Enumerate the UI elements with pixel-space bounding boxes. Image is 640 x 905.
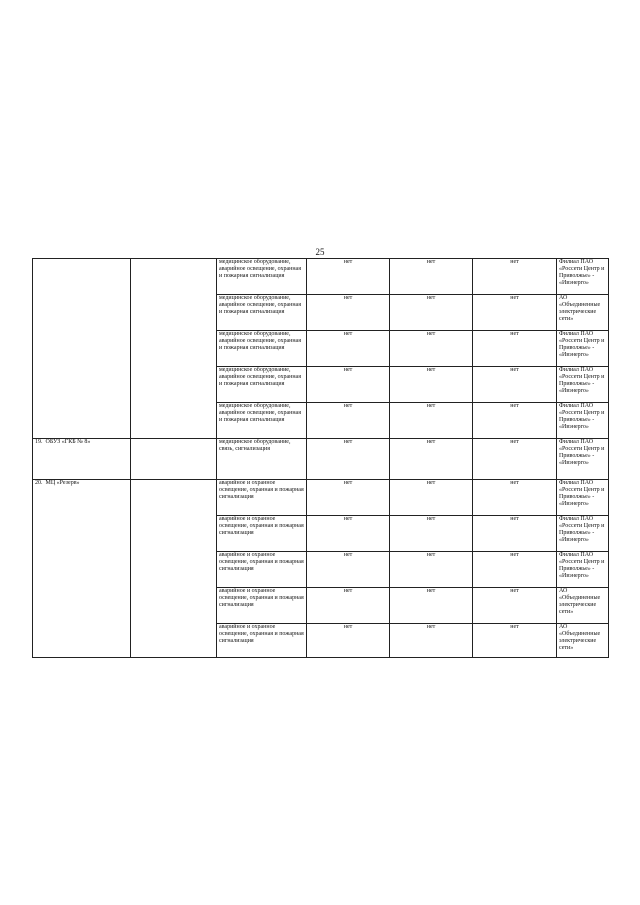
value-cell: нет — [390, 259, 473, 295]
value-cell: нет — [307, 480, 390, 516]
equipment-cell: медицинское оборудование, аварийное освещение, охранная и пожарная сигнализация — [217, 403, 307, 439]
supplier-cell: Филиал ПАО «Россети Центр и Приволжье» - «Ивэнерго» — [557, 439, 609, 480]
equipment-cell: медицинское оборудование, связь, сигнализация — [217, 439, 307, 480]
equipment-cell: аварийное и охранное освещение, охранная и пожарная сигнализация — [217, 516, 307, 552]
value-cell: нет — [307, 624, 390, 658]
value-cell: нет — [390, 295, 473, 331]
institution-name-cell — [131, 480, 217, 658]
value-cell: нет — [307, 439, 390, 480]
supplier-cell: Филиал ПАО «Россети Центр и Приволжье» - «Ивэнерго» — [557, 367, 609, 403]
document-table — [32, 258, 609, 658]
institution-name-cell — [131, 259, 217, 439]
row-number: 19. — [35, 439, 43, 445]
table-row — [33, 480, 609, 516]
row-number: 20. — [35, 480, 43, 486]
equipment-cell: медицинское оборудование, аварийное освещение, охранная и пожарная сигнализация — [217, 331, 307, 367]
row-number-cell — [33, 480, 131, 658]
value-cell: нет — [307, 588, 390, 624]
value-cell: нет — [473, 588, 557, 624]
supplier-cell: Филиал ПАО «Россети Центр и Приволжье» - «Ивэнерго» — [557, 480, 609, 516]
institution-name: МЦ «Резерв» — [45, 480, 80, 486]
value-cell: нет — [307, 259, 390, 295]
equipment-cell: аварийное и охранное освещение, охранная и пожарная сигнализация — [217, 624, 307, 658]
supplier-cell: Филиал ПАО «Россети Центр и Приволжье» - «Ивэнерго» — [557, 516, 609, 552]
value-cell: нет — [473, 439, 557, 480]
institution-name: ОБУЗ «ГКБ № 8» — [45, 439, 91, 445]
row-number-cell — [33, 439, 131, 480]
supplier-cell: АО «Объединенные электрические сети» — [557, 624, 609, 658]
value-cell: нет — [473, 367, 557, 403]
equipment-cell: медицинское оборудование, аварийное освещение, охранная и пожарная сигнализация — [217, 367, 307, 403]
table-row — [33, 259, 609, 295]
equipment-cell: медицинское оборудование, аварийное освещение, охранная и пожарная сигнализация — [217, 259, 307, 295]
equipment-cell: аварийное и охранное освещение, охранная и пожарная сигнализация — [217, 552, 307, 588]
supplier-cell: АО «Объединенные электрические сети» — [557, 295, 609, 331]
page-number: 25 — [315, 247, 325, 257]
value-cell: нет — [390, 331, 473, 367]
supplier-cell: Филиал ПАО «Россети Центр и Приволжье» - «Ивэнерго» — [557, 552, 609, 588]
value-cell: нет — [473, 331, 557, 367]
value-cell: нет — [390, 552, 473, 588]
supplier-cell: Филиал ПАО «Россети Центр и Приволжье» - «Ивэнерго» — [557, 403, 609, 439]
supplier-cell: Филиал ПАО «Россети Центр и Приволжье» - «Ивэнерго» — [557, 331, 609, 367]
value-cell: нет — [307, 552, 390, 588]
table-row — [33, 439, 609, 480]
value-cell: нет — [307, 331, 390, 367]
equipment-cell: медицинское оборудование, аварийное освещение, охранная и пожарная сигнализация — [217, 295, 307, 331]
value-cell: нет — [473, 295, 557, 331]
value-cell: нет — [307, 516, 390, 552]
value-cell: нет — [390, 588, 473, 624]
value-cell: нет — [473, 516, 557, 552]
value-cell: нет — [473, 403, 557, 439]
supplier-cell: АО «Объединенные электрические сети» — [557, 588, 609, 624]
value-cell: нет — [390, 624, 473, 658]
value-cell: нет — [390, 439, 473, 480]
value-cell: нет — [473, 259, 557, 295]
equipment-cell: аварийное и охранное освещение, охранная и пожарная сигнализация — [217, 588, 307, 624]
value-cell: нет — [390, 516, 473, 552]
value-cell: нет — [390, 480, 473, 516]
institution-name-cell — [131, 439, 217, 480]
value-cell: нет — [307, 367, 390, 403]
value-cell: нет — [307, 403, 390, 439]
supplier-cell: Филиал ПАО «Россети Центр и Приволжье» - «Ивэнерго» — [557, 259, 609, 295]
value-cell: нет — [307, 295, 390, 331]
value-cell: нет — [390, 403, 473, 439]
row-number-cell — [33, 259, 131, 439]
equipment-cell: аварийное и охранное освещение, охранная и пожарная сигнализация — [217, 480, 307, 516]
value-cell: нет — [473, 624, 557, 658]
value-cell: нет — [390, 367, 473, 403]
value-cell: нет — [473, 480, 557, 516]
value-cell: нет — [473, 552, 557, 588]
